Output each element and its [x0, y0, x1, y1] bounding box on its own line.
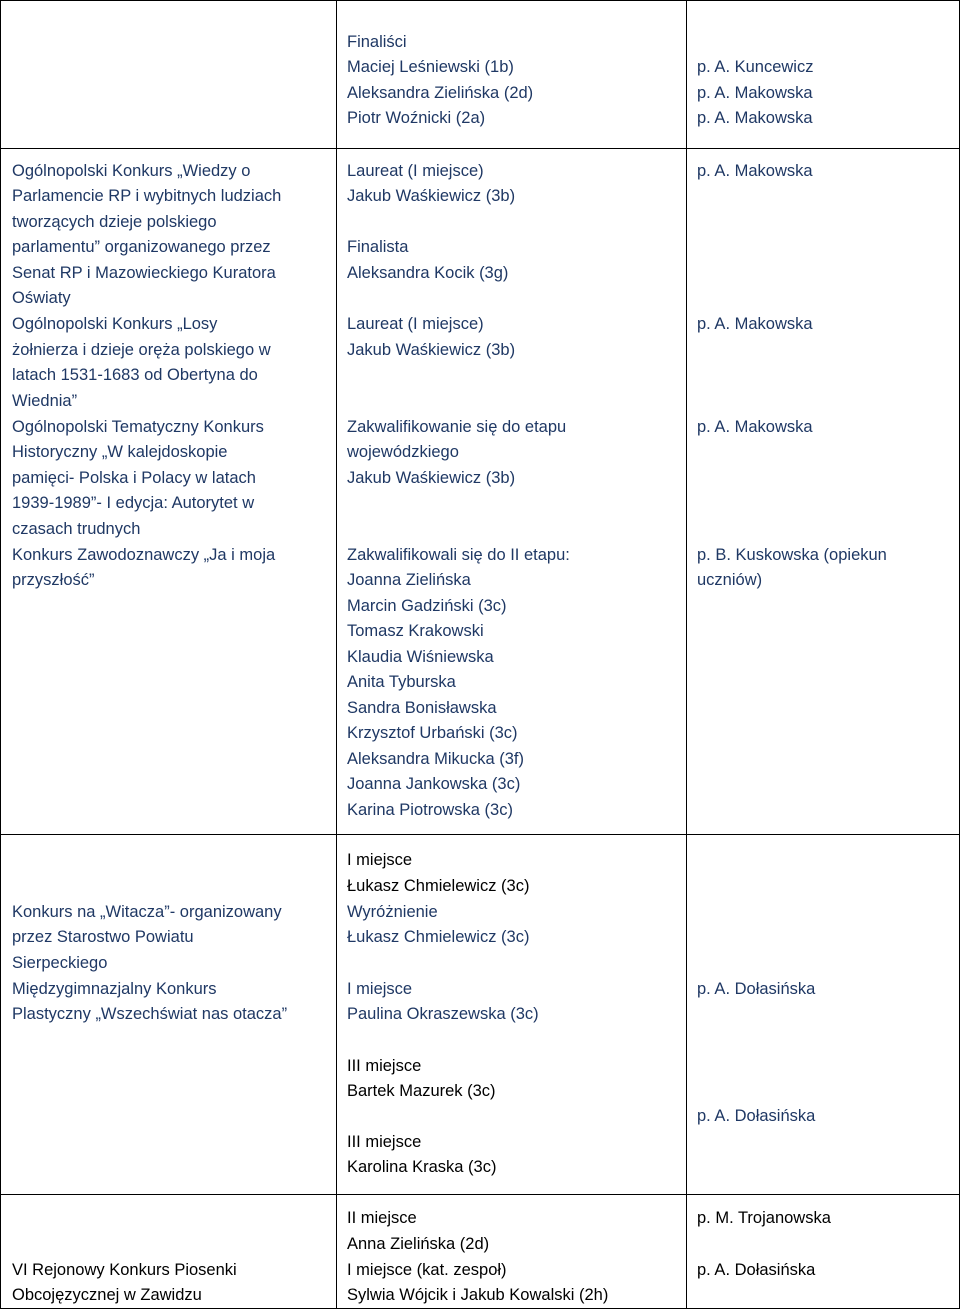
result-entry: Jakub Waśkiewicz (3b): [347, 469, 516, 487]
result-entry: Łukasz Chmielewicz (3c): [347, 877, 530, 895]
table-border-left: [0, 0, 1, 1309]
result-entry: Łukasz Chmielewicz (3c): [347, 928, 530, 946]
result-entry: Karina Piotrowska (3c): [347, 801, 513, 819]
row-divider-3: [0, 1194, 960, 1195]
student-name: Piotr Woźnicki (2a): [347, 109, 486, 127]
result-entry: Wyróżnienie: [347, 903, 438, 921]
result-entry: Paulina Okraszewska (3c): [347, 1005, 539, 1023]
result-entry: Laureat (I miejsce): [347, 315, 484, 333]
student-name: Aleksandra Zielińska (2d): [347, 84, 534, 102]
competition-name: Konkurs Zawodoznawczy „Ja i moja: [12, 546, 276, 564]
teacher-name: p. A. Kuncewicz: [697, 58, 814, 76]
result-entry: II miejsce: [347, 1209, 417, 1227]
finalists-heading: Finaliści: [347, 33, 407, 51]
table-border-top: [0, 0, 960, 1]
result-entry: Karolina Kraska (3c): [347, 1158, 497, 1176]
result-entry: III miejsce: [347, 1133, 422, 1151]
teacher-name: p. A. Makowska: [697, 84, 813, 102]
competition-name: przyszłość”: [12, 571, 95, 589]
result-entry: Zakwalifikowali się do II etapu:: [347, 546, 570, 564]
teacher-name: uczniów): [697, 571, 763, 589]
competition-name: 1939-1989”- I edycja: Autorytet w: [12, 494, 255, 512]
result-entry: Anna Zielińska (2d): [347, 1235, 490, 1253]
column-divider-1: [336, 0, 337, 1309]
competition-name: Parlamencie RP i wybitnych ludziach: [12, 187, 282, 205]
teacher-name: p. A. Dołasińska: [697, 1261, 816, 1279]
result-entry: I miejsce: [347, 980, 413, 998]
result-entry: Tomasz Krakowski: [347, 622, 484, 640]
competition-name: pamięci- Polska i Polacy w latach: [12, 469, 256, 487]
result-entry: Anita Tyburska: [347, 673, 456, 691]
teacher-name: p. A. Makowska: [697, 315, 813, 333]
competition-name: parlamentu” organizowanego przez: [12, 238, 271, 256]
column-divider-2: [686, 0, 687, 1309]
result-entry: Sylwia Wójcik i Jakub Kowalski (2h): [347, 1286, 609, 1304]
result-entry: Joanna Jankowska (3c): [347, 775, 521, 793]
result-entry: Krzysztof Urbański (3c): [347, 724, 518, 742]
competition-name: Ogólnopolski Konkurs „Wiedzy o: [12, 162, 251, 180]
result-entry: Joanna Zielińska: [347, 571, 471, 589]
competition-name: VI Rejonowy Konkurs Piosenki: [12, 1261, 237, 1279]
competition-name: Konkurs na „Witacza”- organizowany: [12, 903, 282, 921]
competition-name: żołnierza i dzieje oręża polskiego w: [12, 341, 271, 359]
competition-name: czasach trudnych: [12, 520, 141, 538]
competition-name: Senat RP i Mazowieckiego Kuratora: [12, 264, 276, 282]
competition-name: Sierpeckiego: [12, 954, 108, 972]
result-entry: Marcin Gadziński (3c): [347, 597, 507, 615]
teacher-name: p. A. Dołasińska: [697, 980, 816, 998]
result-entry: Aleksandra Kocik (3g): [347, 264, 509, 282]
result-entry: Jakub Waśkiewicz (3b): [347, 341, 516, 359]
teacher-name: p. A. Makowska: [697, 109, 813, 127]
competition-name: Historyczny „W kalejdoskopie: [12, 443, 228, 461]
competition-name: Ogólnopolski Konkurs „Losy: [12, 315, 218, 333]
student-name: Maciej Leśniewski (1b): [347, 58, 514, 76]
competition-name: tworzących dzieje polskiego: [12, 213, 217, 231]
teacher-name: p. A. Dołasińska: [697, 1107, 816, 1125]
competition-name: Obcojęzycznej w Zawidzu: [12, 1286, 202, 1304]
row-divider-2: [0, 834, 960, 835]
result-entry: Aleksandra Mikucka (3f): [347, 750, 524, 768]
result-entry: I miejsce (kat. zespoł): [347, 1261, 507, 1279]
competition-name: latach 1531-1683 od Obertyna do: [12, 366, 258, 384]
competition-name: przez Starostwo Powiatu: [12, 928, 194, 946]
result-entry: Jakub Waśkiewicz (3b): [347, 187, 516, 205]
row-divider-1: [0, 148, 960, 149]
result-entry: Finalista: [347, 238, 409, 256]
result-entry: I miejsce: [347, 851, 413, 869]
result-entry: Zakwalifikowanie się do etapu: [347, 418, 567, 436]
result-entry: wojewódzkiego: [347, 443, 459, 461]
result-entry: Klaudia Wiśniewska: [347, 648, 494, 666]
competition-name: Wiednia”: [12, 392, 78, 410]
competition-name: Ogólnopolski Tematyczny Konkurs: [12, 418, 264, 436]
competition-name: Międzygimnazjalny Konkurs: [12, 980, 217, 998]
result-entry: III miejsce: [347, 1057, 422, 1075]
competition-name: Oświaty: [12, 289, 71, 307]
teacher-name: p. M. Trojanowska: [697, 1209, 831, 1227]
teacher-name: p. A. Makowska: [697, 418, 813, 436]
teacher-name: p. A. Makowska: [697, 162, 813, 180]
result-entry: Sandra Bonisławska: [347, 699, 497, 717]
result-entry: Laureat (I miejsce): [347, 162, 484, 180]
result-entry: Bartek Mazurek (3c): [347, 1082, 496, 1100]
competition-name: Plastyczny „Wszechświat nas otacza”: [12, 1005, 288, 1023]
teacher-name: p. B. Kuskowska (opiekun: [697, 546, 887, 564]
